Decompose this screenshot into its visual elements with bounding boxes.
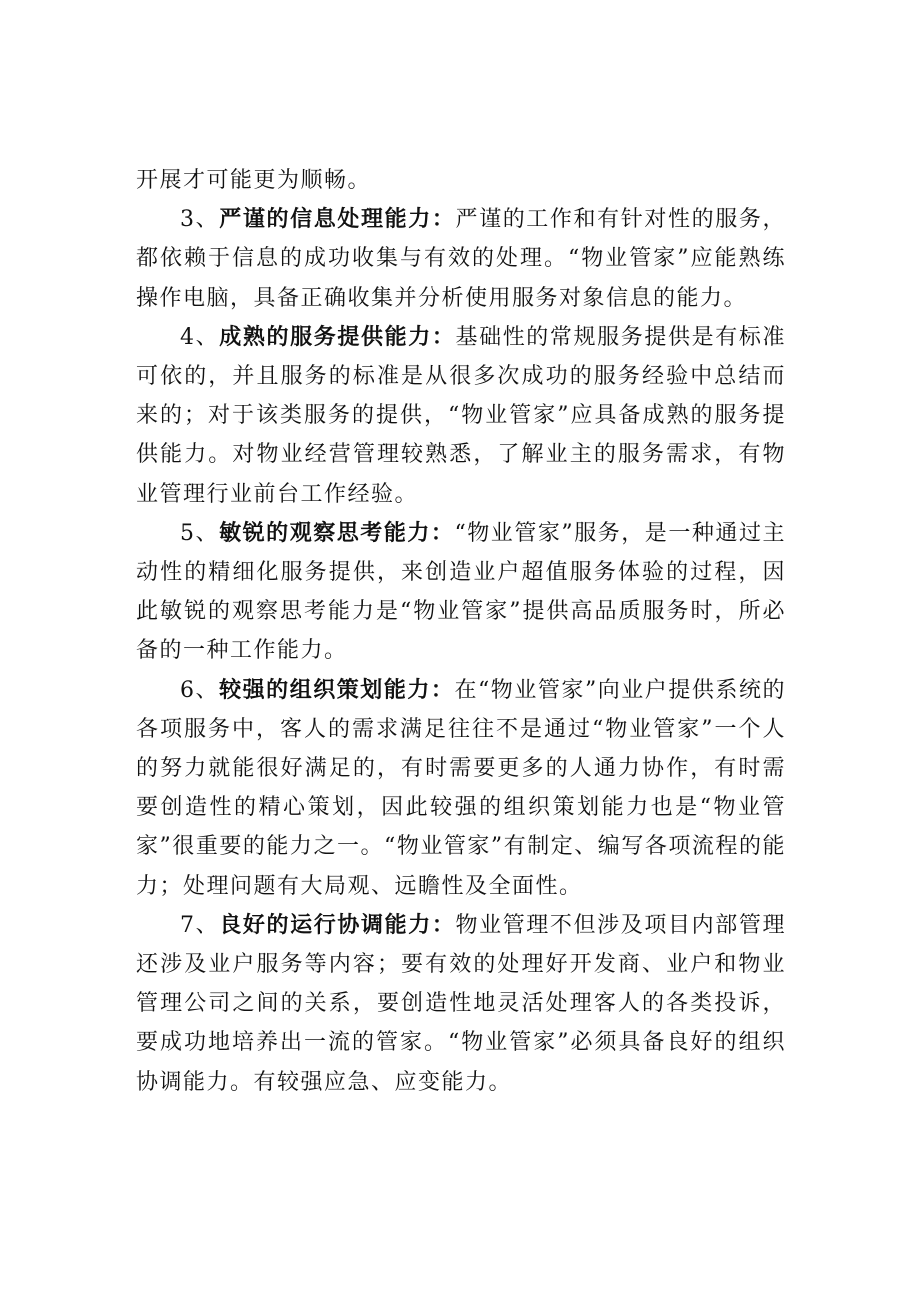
item-body: 基础性的常规服务提供是有标准可依的，并且服务的标准是从很多次成功的服务经验中总结而来的；对于该类服务的提供，“物业管家”应具备成熟的服务提供能力。对物业经营管理较熟悉，了解业主的服务需求，有物业管理行业前台工作经验。 [136,324,786,507]
item-paragraph-4 [136,318,786,514]
item-heading: 严谨的信息处理能力： [219,207,456,233]
item-paragraph-7 [136,906,786,1102]
document-page [136,161,786,1102]
item-number: 7、 [180,912,220,938]
item-number: 4、 [180,324,220,350]
item-heading: 良好的运行协调能力： [219,912,456,938]
item-number: 3、 [180,207,220,233]
continuation-text: 开展才可能更为顺畅。 [136,168,372,193]
continuation-paragraph [136,161,786,200]
item-heading: 敏锐的观察思考能力： [219,520,455,546]
item-number: 6、 [180,677,220,703]
item-body: 严谨的工作和有针对性的服务，都依赖于信息的成功收集与有效的处理。“物业管家”应能熟练操作电脑，具备正确收集并分析使用服务对象信息的能力。 [136,207,786,311]
item-number: 5、 [180,520,220,546]
item-body: 在“物业管家”向业户提供系统的各项服务中，客人的需求满足往往不是通过“物业管家”一个人的努力就能很好满足的，有时需要更多的人通力协作，有时需要创造性的精心策划，因此较强的组织策划能力也是“物业管家”很重要的能力之一。“物业管家”有制定、编写各项流程的能力；处理问题有大局观、远瞻性及全面性。 [136,677,786,899]
item-heading: 较强的组织策划能力： [219,677,455,703]
item-body: “物业管家”服务，是一种通过主动性的精细化服务提供，来创造业户超值服务体验的过程，因此敏锐的观察思考能力是“物业管家”提供高品质服务时，所必备的一种工作能力。 [136,520,786,664]
item-body: 物业管理不但涉及项目内部管理还涉及业户服务等内容；要有效的处理好开发商、业户和物业管理公司之间的关系，要创造性地灵活处理客人的各类投诉，要成功地培养出一流的管家。“物业管家”必须具备良好的组织协调能力。有较强应急、应变能力。 [136,912,786,1095]
item-paragraph-6 [136,671,786,906]
item-paragraph-5 [136,514,786,671]
item-heading: 成熟的服务提供能力： [219,324,456,350]
item-paragraph-3 [136,200,786,318]
